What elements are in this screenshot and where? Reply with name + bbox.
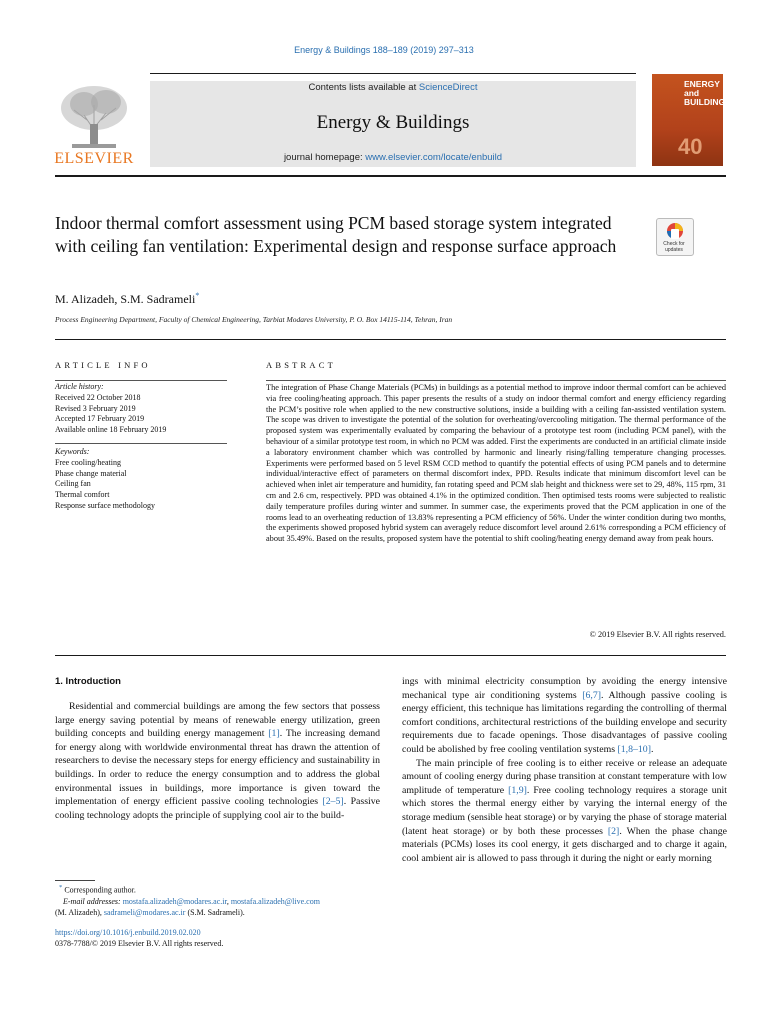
footnote-mark[interactable]: *: [59, 884, 63, 891]
abstract-copyright: © 2019 Elsevier B.V. All rights reserved.: [589, 630, 726, 639]
header-top-rule: [150, 73, 636, 74]
crossmark-label[interactable]: Check for updates: [663, 241, 685, 253]
issn-line: 0378-7788/© 2019 Elsevier B.V. All rights reserved.: [55, 939, 224, 949]
paragraph-text: Residential and commercial buildings are among the few sectors that possess large energy saving potential by means of renewable energy utilization, green building concepts and building energy management: [55, 701, 380, 740]
email-link[interactable]: mostafa.alizadeh@modares.ac.ir: [122, 897, 227, 907]
email-separator: ,: [226, 897, 229, 907]
paragraph-text: . When the phase change materials (PCMs) loses its cool energy, it gets discharged and to charge it again, cool ambient air is allowed to pass through it during the night or early morning: [402, 825, 727, 864]
paragraph-text: . Although passive cooling is energy efficient, this technique has limitations regarding the controlling of thermal comfort conditions, architectural restrictions of the building envelope and security requirements due to facade openings. Those disadvantages of passive cooling could be abolished by free cooling ventilation systems: [402, 689, 727, 755]
history-revised: Revised 3 February 2019: [55, 403, 136, 413]
article-info-rule: [55, 380, 227, 381]
history-online: Available online 18 February 2019: [55, 425, 167, 435]
journal-citation[interactable]: Energy & Buildings 188–189 (2019) 297–313: [294, 45, 474, 55]
homepage-link[interactable]: www.elsevier.com/locate/enbuild: [365, 152, 503, 163]
abstract-rule: [266, 380, 726, 381]
keyword-item: Thermal comfort: [55, 490, 110, 500]
journal-homepage-line: [150, 152, 636, 163]
keyword-item: Phase change material: [55, 468, 127, 478]
article-history: [55, 382, 227, 436]
corresponding-label: Corresponding author.: [64, 885, 136, 895]
history-accepted: Accepted 17 February 2019: [55, 414, 145, 424]
keyword-item: Ceiling fan: [55, 479, 91, 489]
email-line: [55, 896, 385, 907]
history-label: Article history:: [55, 382, 104, 391]
paragraph-text: ings with minimal electricity consumption by avoiding the energy intensive mechanical type air conditioning systems: [402, 676, 727, 701]
history-received: Received 22 October 2018: [55, 392, 141, 402]
citation-link[interactable]: [6,7]: [582, 689, 602, 701]
svg-text:40: 40: [678, 134, 703, 159]
citation-link[interactable]: [1]: [268, 728, 280, 740]
intro-right-column: [402, 675, 727, 865]
title-bottom-rule: [55, 339, 726, 340]
affiliation: Process Engineering Department, Faculty of Chemical Engineering, Tarbiat Modares University, P. O. Box 14115-114, Tehran, Iran: [55, 315, 453, 324]
author-name: (M. Alizadeh),: [55, 908, 102, 918]
intro-paragraph: [402, 757, 727, 866]
email-link[interactable]: mostafa.alizadeh@live.com: [230, 897, 320, 907]
email-line: [55, 907, 385, 918]
paragraph-text: . Passive cooling technology adopts the principle of supplying cool air to the build-: [55, 796, 380, 821]
paragraph-text: .: [650, 743, 654, 755]
keyword-item: Response surface methodology: [55, 500, 155, 510]
abstract-heading: ABSTRACT: [266, 360, 336, 370]
intro-paragraph: [55, 700, 380, 822]
authors: [55, 291, 199, 307]
paragraph-text: . Free cooling technology requires a storage unit which stores the thermal energy either by varying the internal energy of the storage medium (sensible heat storage) or by varying the phase of storage material (latent heat storage) or by both these processes: [402, 784, 727, 837]
email-label: E-mail addresses:: [63, 897, 121, 907]
journal-name: Energy & Buildings: [316, 112, 470, 133]
citation-link[interactable]: [2–5]: [322, 796, 344, 808]
citation-link[interactable]: [1,8–10]: [617, 743, 651, 755]
article-info-heading: ARTICLE INFO: [55, 360, 151, 370]
section-heading-introduction: 1. Introduction: [55, 676, 121, 687]
sciencedirect-link[interactable]: ScienceDirect: [418, 82, 478, 93]
elsevier-wordmark: ELSEVIER: [54, 150, 134, 167]
homepage-prefix: journal homepage:: [283, 152, 366, 163]
article-title: Indoor thermal comfort assessment using PCM based storage system integrated with ceiling fan ventilation: Experimental design and response surface approach: [55, 213, 617, 256]
contents-prefix: Contents lists available at: [308, 82, 419, 93]
keyword-item: Free cooling/heating: [55, 457, 121, 467]
paragraph-text: . The increasing demand for energy along with worldwide environmental threat has drawn the attention of researchers to devise the necessary steps for energy efficiency and sustainability in buildings. In order to reduce the energy consumption and to address the global environmental issues in buildings, more importance is given toward the implementation of energy efficient passive cooling technologies: [55, 728, 380, 808]
doi-block: [55, 927, 385, 950]
keywords-label: Keywords:: [55, 447, 90, 456]
doi-link[interactable]: https://doi.org/10.1016/j.enbuild.2019.02.020: [55, 928, 201, 937]
footnote-rule: [55, 880, 95, 881]
intro-left-column: [55, 700, 380, 822]
cover-title-text: ENERGY and BUILDINGS: [684, 79, 731, 107]
citation-link[interactable]: [1,9]: [508, 784, 527, 796]
citation-link[interactable]: [2]: [607, 825, 620, 837]
abstract-bottom-rule: [55, 655, 726, 656]
contents-available-line: [150, 82, 636, 93]
header-bottom-rule: [55, 175, 726, 177]
keywords-rule: [55, 443, 227, 444]
corresponding-author-note: [55, 882, 385, 896]
email-link[interactable]: sadrameli@modares.ac.ir: [103, 908, 186, 918]
paragraph-text: The main principle of free cooling is to either receive or release an adequate amount of cooling energy during phase transition at constant temperature with low amplitude of temperature: [402, 757, 727, 796]
author-name: (S.M. Sadrameli).: [187, 908, 245, 918]
intro-paragraph: [402, 675, 727, 757]
cover-graphic-icon: [672, 130, 722, 164]
keywords-list: [55, 447, 227, 512]
authors-names: M. Alizadeh, S.M. Sadrameli: [55, 292, 196, 306]
abstract-text: The integration of Phase Change Materials (PCMs) in buildings as a potential method to improve indoor thermal comfort can be achieved via free cooling/heating approach. This paper presents the results of a study on indoor thermal comfort and energy efficiency regarding the PCM’s positive role when applied to the new constructive solutions, inside a building with a ceiling fan-assisted ventilation system. The scope was driven to investigate the potential of the solution for overheating/overcooling mitigation. The thermal performance of the proposed system was experimentally evaluated by comparing the behaviour of a prototype test room (including PCM panel), with the behaviour of a similar prototype test room, in which no PCM was added. First the experiments are conducted in an artificial climate inside a laboratory environment chamber which was controlled by harmonic and linearly rising/falling temperature changing processes. Experiments were performed based on 5 level RSM CCD method to quantify the potential effects of using PCM panels and to determine individual/interactive effect of parameters on thermal discomfort index, PPD. Results indicate that minimum discomfort level can be achieved when inlet air temperature and humidity, fan rotating speed and PCM slab height and thickness were set to 29, 48%, 115 rpm, 31 cm and 2.6 cm, respectively. PPD was obtained 4.1% in the optimized condition. Then optimised tests rooms were subjected to realistic daily temperature profiles during winter and summer. In summer case, the experiments proved that the PCM application in one of the rooms lead to an overheating reduction of 13.83% representing a PCM efficiency of 56%. Under the winter condition during two months, the experiments showed proposed hybrid system can averagely reduce discomfort level around 2.61% corresponding a PCM efficiency of about 35.49%. Based on the results, proposed system have the potential to shift cooling/heating energy demand away from peak hours.: [266, 383, 726, 544]
corresponding-author-mark[interactable]: *: [195, 291, 200, 300]
footnote: [55, 882, 385, 919]
